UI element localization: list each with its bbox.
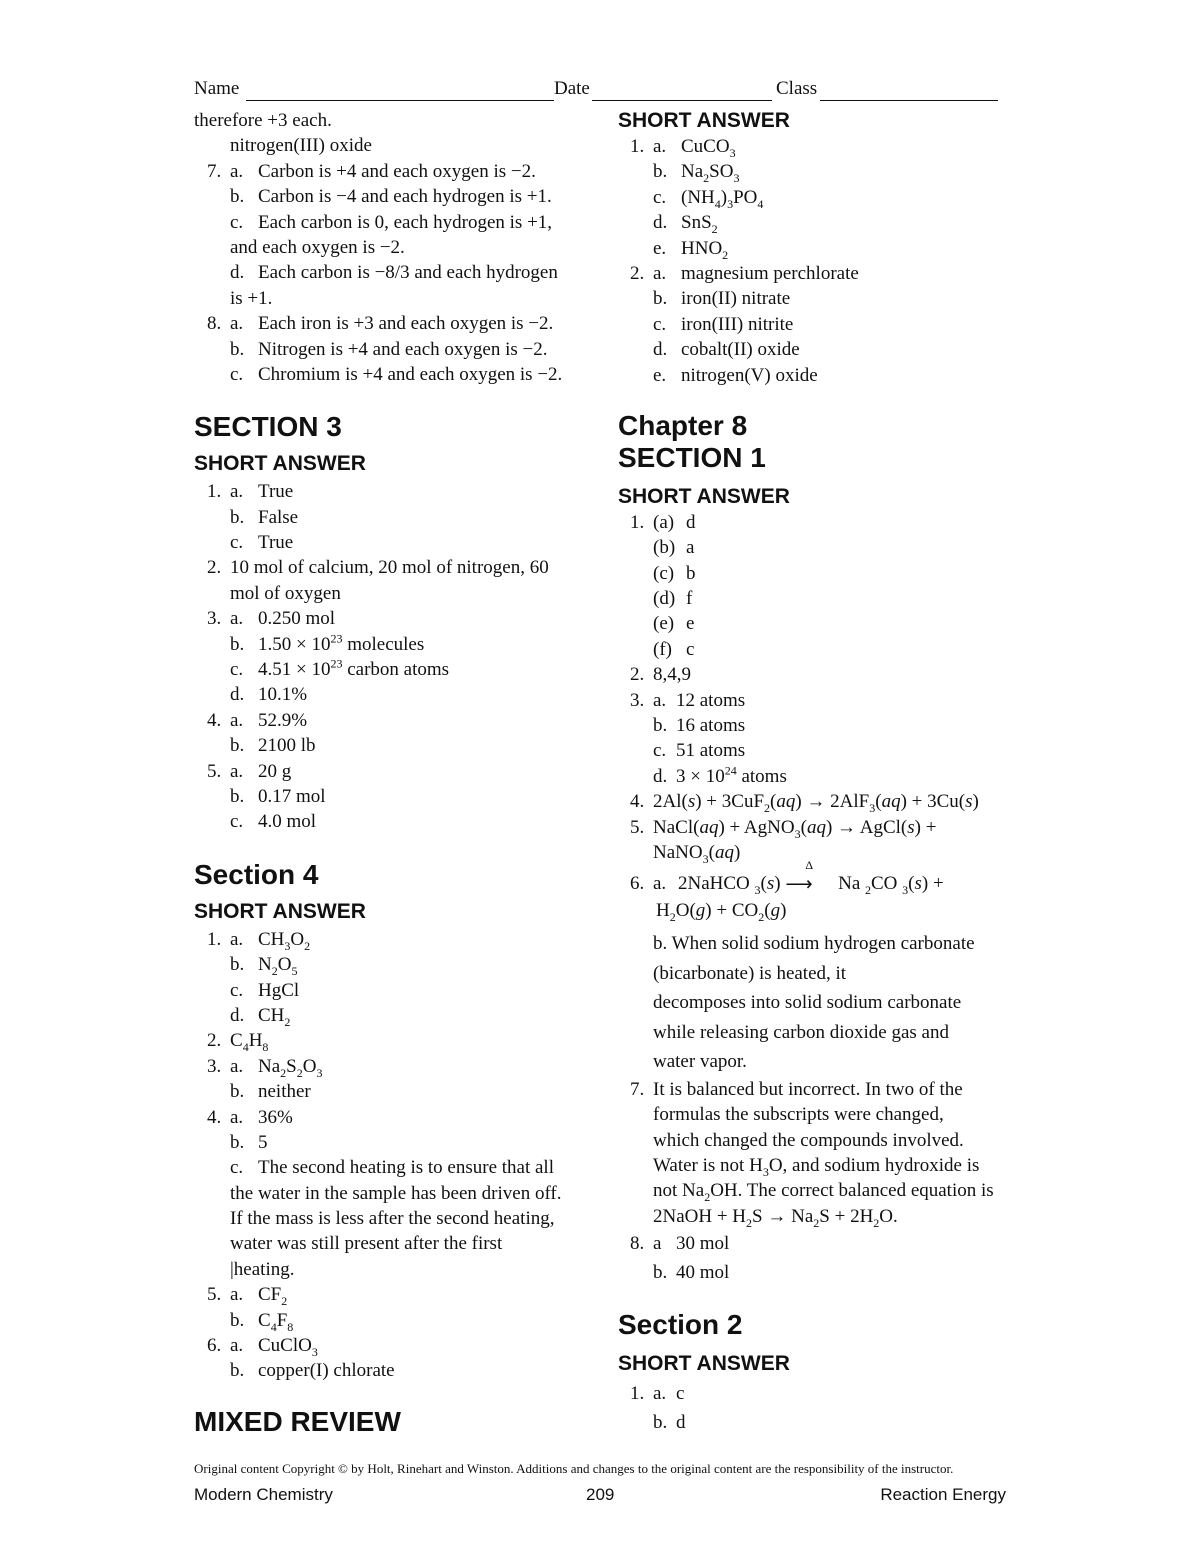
list-item: b. $Na_2SO_3$ [653,161,740,186]
list-item: 1. (a) d [630,511,696,533]
list-item: c. $(NH_4)_3PO_4$ [653,186,764,211]
list-item: e. nitrogen(V) oxide [653,364,818,386]
copyright-notice: Original content Copyright © by Holt, Rinehart and Winston. Additions and changes to the original content are the responsibility of the instructor. [194,1461,954,1476]
list-item: b. Nitrogen is +4 and each oxygen is −2. [230,338,548,360]
list-item: 2NaOH + $H_2S \to Na_2S + 2H_2O$. [653,1205,898,1230]
list-item: (d) f [653,588,693,610]
list-item: formulas the subscripts were changed, [653,1104,944,1126]
list-item: 6. a. CuClO$_3$ [207,1335,318,1359]
list-item: b. False [230,506,299,528]
list-item: 7. a. Carbon is +4 and each oxygen is −2. [207,160,536,182]
list-item: d. cobalt(II) oxide [653,339,800,361]
list-item: decomposes into solid sodium carbonate [653,992,962,1014]
section-2-title: Section 2 [618,1309,743,1341]
list-item: If the mass is less after the second heating, [230,1208,555,1230]
list-item: 3. a. 12 atoms [630,689,746,711]
chapter-title: Chapter 8 [618,409,748,441]
class-label: Class [776,78,818,99]
list-item: while releasing carbon dioxide gas and [653,1021,949,1043]
list-item: e. $HNO_2$ [653,237,729,262]
list-item: 5. NaCl(aq) + AgNO$_3$(aq) → AgCl(s) + [630,816,937,841]
list-item: water was still present after the first [230,1233,503,1255]
list-item: d. $CH_2$ [230,1004,291,1029]
list-item: (e) e [653,613,695,635]
list-item: mol of oxygen [230,582,341,604]
list-item: (c) b [653,562,696,584]
left-column [194,108,589,1438]
list-item: |heating. [230,1258,295,1280]
list-item: therefore +3 each. [194,110,332,131]
list-item: 4. a. 36% [207,1106,293,1128]
page-number: 209 [586,1485,615,1504]
section-1-title: SECTION 1 [618,441,766,473]
chapter-name: Reaction Energy [880,1485,1006,1504]
list-item: nitrogen(III) oxide [230,135,372,157]
list-item: 2. 8,4,9 [630,664,691,686]
list-item: 4. a. 52.9% [207,709,308,731]
section-3-title: SECTION 3 [194,411,342,443]
name-label: Name [194,78,240,99]
section-1-subtitle: SHORT ANSWER [618,484,790,508]
list-item: which changed the compounds involved. [653,1129,964,1151]
class-line [820,100,998,101]
list-item: b. $C_4F_8$ [230,1309,294,1334]
list-item: c. $4.51 \times 10^{23}$ carbon atoms [230,656,450,681]
list-item: 2. 10 mol of calcium, 20 mol of nitrogen, 60 [207,557,549,579]
list-item: b. iron(II) nitrate [653,288,791,310]
list-item: 5. a. 20 g [207,760,292,782]
list-item: 2. $C_4H_8$ [207,1030,269,1055]
list-item: c. Chromium is +4 and each oxygen is −2. [230,363,563,385]
date-label: Date [554,78,590,99]
book-title: Modern Chemistry [194,1485,333,1504]
mixed-review-title: MIXED REVIEW [194,1405,401,1437]
list-item: b. 40 mol [653,1262,730,1284]
section-4-title: Section 4 [194,858,319,890]
list-item: c. iron(III) nitrite [653,313,794,335]
list-item: c. The second heating is to ensure that all [230,1157,554,1179]
list-item: 3. a. 0.250 mol [207,608,336,630]
list-item: d. Each carbon is −8/3 and each hydrogen [230,262,558,284]
list-item: c. 51 atoms [653,740,746,762]
list-item: b. 0.17 mol [230,785,326,807]
list-item: and each oxygen is −2. [230,236,405,258]
date-line [592,100,772,101]
list-item: 8. a. Each iron is +3 and each oxygen is −2. [207,313,554,335]
list-item: (bicarbonate) is heated, it [653,962,847,984]
list-item: 4. 2Al(s) + 3CuF$_2$(aq) → 2AlF$_3$(aq) + 3Cu(s) [630,791,979,815]
list-item: 6. a. 2NaHCO $_3$(s) Δ ⟶ Na $_2$CO $_3$(s) + [630,858,944,898]
list-item: not $Na_2OH$. The correct balanced equation is [653,1180,994,1205]
list-item: 7. It is balanced but incorrect. In two of the [630,1078,963,1100]
list-item: b. 2100 lb [230,735,316,757]
list-item: Water is not $H_3O$, and sodium hydroxide is [653,1155,980,1179]
name-line [246,100,554,101]
list-item: c. HgCl [230,979,300,1001]
list-item: 2. a. magnesium perchlorate [630,262,859,284]
list-item: 1. a. $CH_3O_2$ [207,928,311,953]
list-item: is +1. [230,287,273,309]
list-item: b. $1.50 \times 10^{23}$ molecules [230,631,425,655]
short-answer-title: SHORT ANSWER [618,109,790,132]
list-item: 1. a. c [630,1383,685,1405]
list-item: 1. a. CuCO$_3$ [630,136,736,160]
section-4-subtitle: SHORT ANSWER [194,899,366,923]
list-item: water vapor. [653,1051,747,1073]
section-3-subtitle: SHORT ANSWER [194,452,366,476]
list-item: 8. a 30 mol [630,1233,730,1255]
list-item: c. Each carbon is 0, each hydrogen is +1, [230,211,553,233]
list-item: (b) a [653,537,695,559]
list-item: b. Carbon is −4 and each hydrogen is +1. [230,186,552,208]
right-column [618,108,1018,1437]
list-item: b. d [653,1412,686,1434]
list-item: d. 10.1% [230,684,308,706]
list-item: b. When solid sodium hydrogen carbonate [653,933,975,955]
list-item: d. SnS$_2$ [653,212,718,236]
list-item: b. copper(I) chlorate [230,1360,395,1382]
list-item: the water in the sample has been driven off. [230,1182,562,1204]
list-item: c. 4.0 mol [230,811,317,833]
list-item: 1. a. True [207,481,294,503]
list-item: d. $3 \times 10^{24}$ atoms [653,763,787,787]
list-item: (f) c [653,638,695,660]
list-item: b. neither [230,1081,311,1103]
list-item: 5. a. $CF_2$ [207,1284,288,1309]
list-item: $H_2O(g) + CO_2(g)$ [656,900,787,925]
list-item: b. 5 [230,1131,268,1153]
list-item: b. $N_2O_5$ [230,954,298,978]
list-item: b. 16 atoms [653,715,746,737]
list-item: 3. a. $Na_2S_2O_3$ [207,1055,323,1080]
list-item: c. True [230,532,294,554]
list-item: NaNO$_3$(aq) [653,841,741,866]
section-2-subtitle: SHORT ANSWER [618,1352,790,1376]
